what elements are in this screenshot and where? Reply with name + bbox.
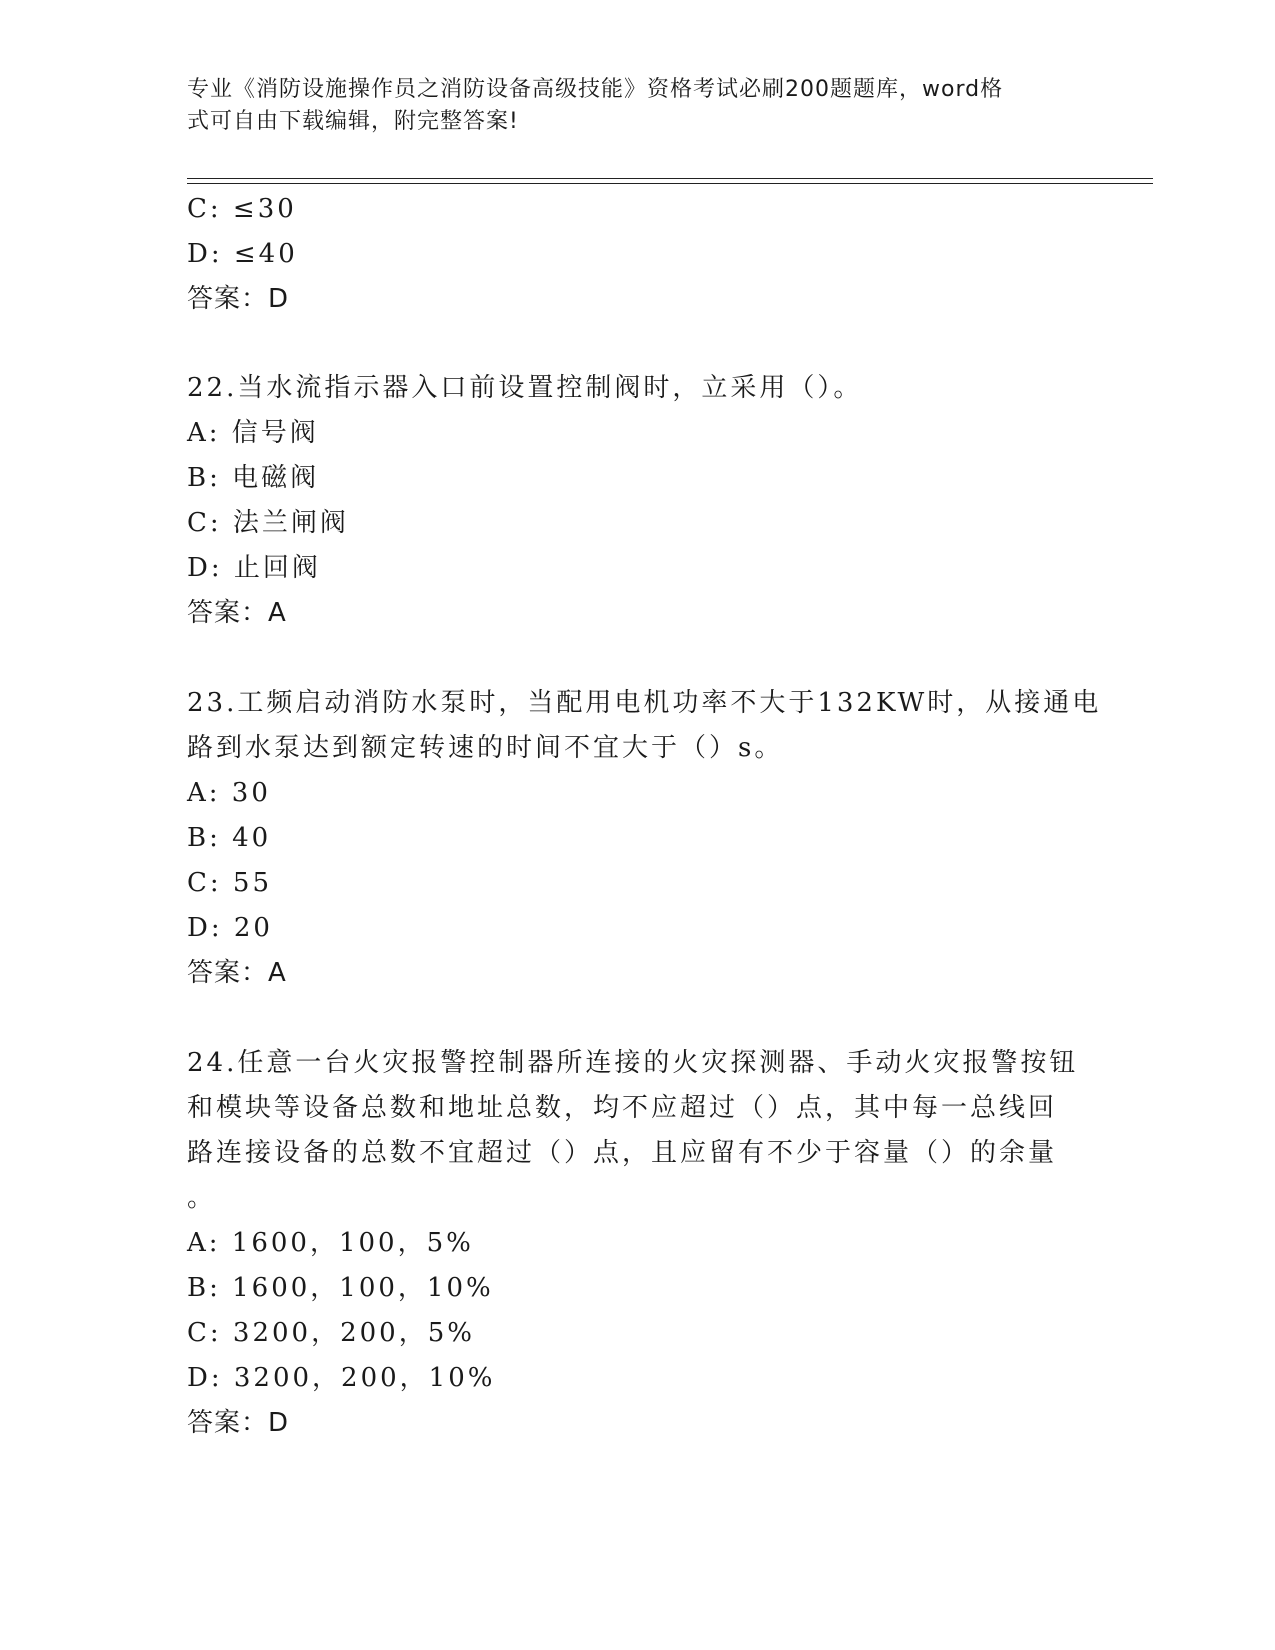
q23-option-d: D: 20 <box>187 913 273 943</box>
q23-stem-line-1: 23.工频启动消防水泵时，当配用电机功率不大于132KW时，从接通电 <box>187 688 1102 718</box>
q23-answer: 答案：A <box>187 958 287 988</box>
q24-stem-line-4: 。 <box>187 1183 217 1213</box>
header-line-1: 专业《消防设施操作员之消防设备高级技能》资格考试必刷200题题库，word格 <box>187 77 1004 102</box>
q23-option-b: B: 40 <box>187 823 272 853</box>
q22-option-d: D: 止回阀 <box>187 553 321 583</box>
q22-option-a: A: 信号阀 <box>187 418 319 448</box>
q24-stem-line-2: 和模块等设备总数和地址总数，均不应超过（）点，其中每一总线回 <box>187 1093 1058 1123</box>
document-header <box>187 74 1067 138</box>
q24-stem-line-3: 路连接设备的总数不宜超过（）点，且应留有不少于容量（）的余量 <box>187 1138 1058 1168</box>
q24-answer: 答案：D <box>187 1408 290 1438</box>
q23-option-c: C: 55 <box>187 868 273 898</box>
prev-option-c: C: ≤30 <box>187 194 297 224</box>
q22-stem: 22.当水流指示器入口前设置控制阀时，立采用（）。 <box>187 373 863 403</box>
q24-option-d: D: 3200，200，10% <box>187 1363 496 1393</box>
q23-option-a: A: 30 <box>187 778 271 808</box>
q22-option-c: C: 法兰闸阀 <box>187 508 349 538</box>
q22-option-b: B: 电磁阀 <box>187 463 320 493</box>
q24-option-c: C: 3200，200，5% <box>187 1318 475 1348</box>
prev-answer: 答案：D <box>187 284 290 314</box>
q24-option-b: B: 1600，100，10% <box>187 1273 494 1303</box>
header-line-2: 式可自由下载编辑，附完整答案! <box>187 109 519 134</box>
prev-option-d: D: ≤40 <box>187 239 298 269</box>
q24-stem-line-1: 24.任意一台火灾报警控制器所连接的火灾探测器、手动火灾报警按钮 <box>187 1048 1079 1078</box>
header-divider-top <box>187 178 1153 179</box>
q23-stem-line-2: 路到水泵达到额定转速的时间不宜大于（）s。 <box>187 733 784 763</box>
q22-answer: 答案：A <box>187 598 287 628</box>
q24-option-a: A: 1600，100，5% <box>187 1228 474 1258</box>
header-divider-bottom <box>187 183 1153 184</box>
